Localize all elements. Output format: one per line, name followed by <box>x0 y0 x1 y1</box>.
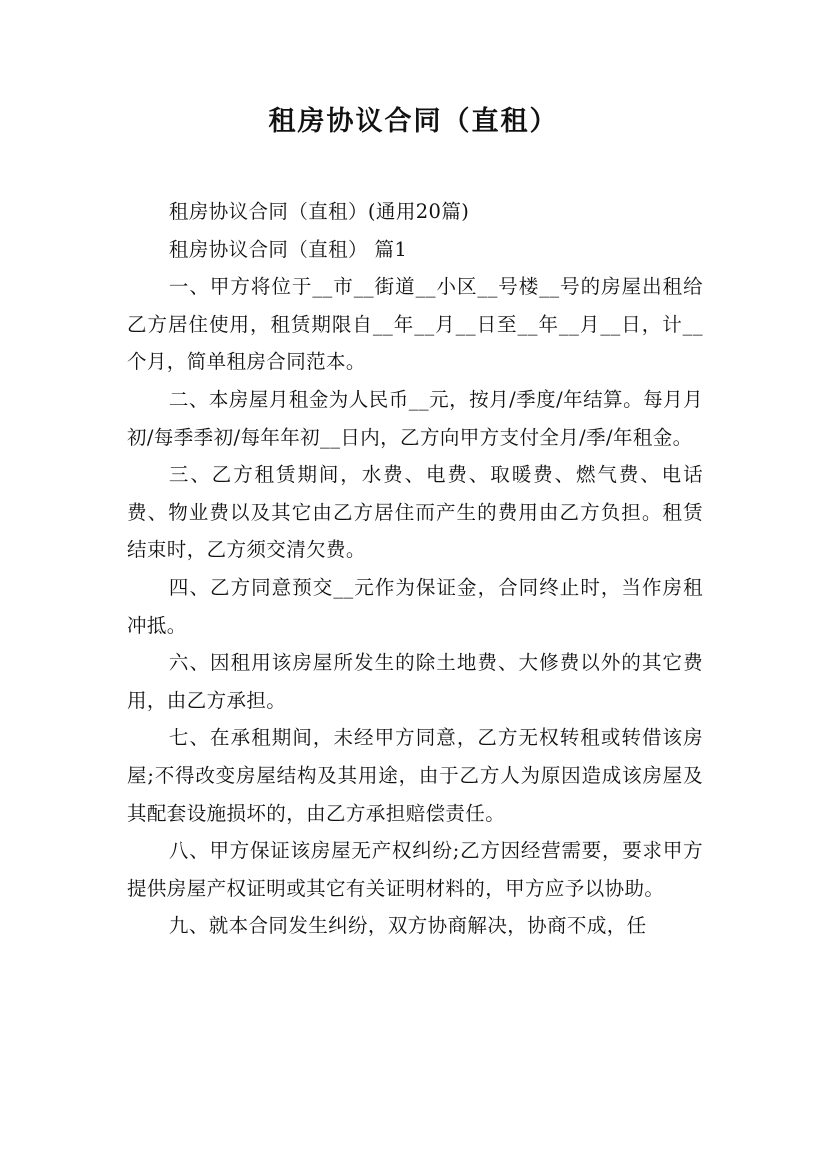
paragraph-clause-1: 一、甲方将位于__市__街道__小区__号楼__号的房屋出租给乙方居住使用，租赁期限自__年__月__日至__年__月__日，计__个月，简单租房合同范本。 <box>127 275 703 374</box>
document-title: 租房协议合同（直租） <box>268 106 559 137</box>
document-body <box>127 193 703 945</box>
paragraph-section-heading: 租房协议合同（直租） 篇1 <box>168 237 408 261</box>
paragraph-clause-8: 八、甲方保证该房屋无产权纠纷;乙方因经营需要，要求甲方提供房屋产权证明或其它有关证明材料的，甲方应予以协助。 <box>127 839 703 900</box>
paragraph-clause-6: 六、因租用该房屋所发生的除土地费、大修费以外的其它费用，由乙方承担。 <box>127 651 703 712</box>
paragraph-clause-3: 三、乙方租赁期间，水费、电费、取暖费、燃气费、电话费、物业费以及其它由乙方居住而产生的费用由乙方负担。租赁结束时，乙方须交清欠费。 <box>127 463 703 562</box>
paragraph-clause-7: 七、在承租期间，未经甲方同意，乙方无权转租或转借该房屋;不得改变房屋结构及其用途，由于乙方人为原因造成该房屋及其配套设施损坏的，由乙方承担赔偿责任。 <box>127 726 703 825</box>
paragraph-clause-4: 四、乙方同意预交__元作为保证金，合同终止时，当作房租冲抵。 <box>127 575 703 637</box>
paragraph-subtitle: 租房协议合同（直租）(通用20篇) <box>168 200 470 223</box>
paragraph-clause-2: 二、本房屋月租金为人民币__元，按月/季度/年结算。每月月初/每季季初/每年年初__日内，乙方向甲方支付全月/季/年租金。 <box>127 387 703 449</box>
paragraph-clause-9: 九、就本合同发生纠纷，双方协商解决，协商不成，任 <box>168 914 647 938</box>
